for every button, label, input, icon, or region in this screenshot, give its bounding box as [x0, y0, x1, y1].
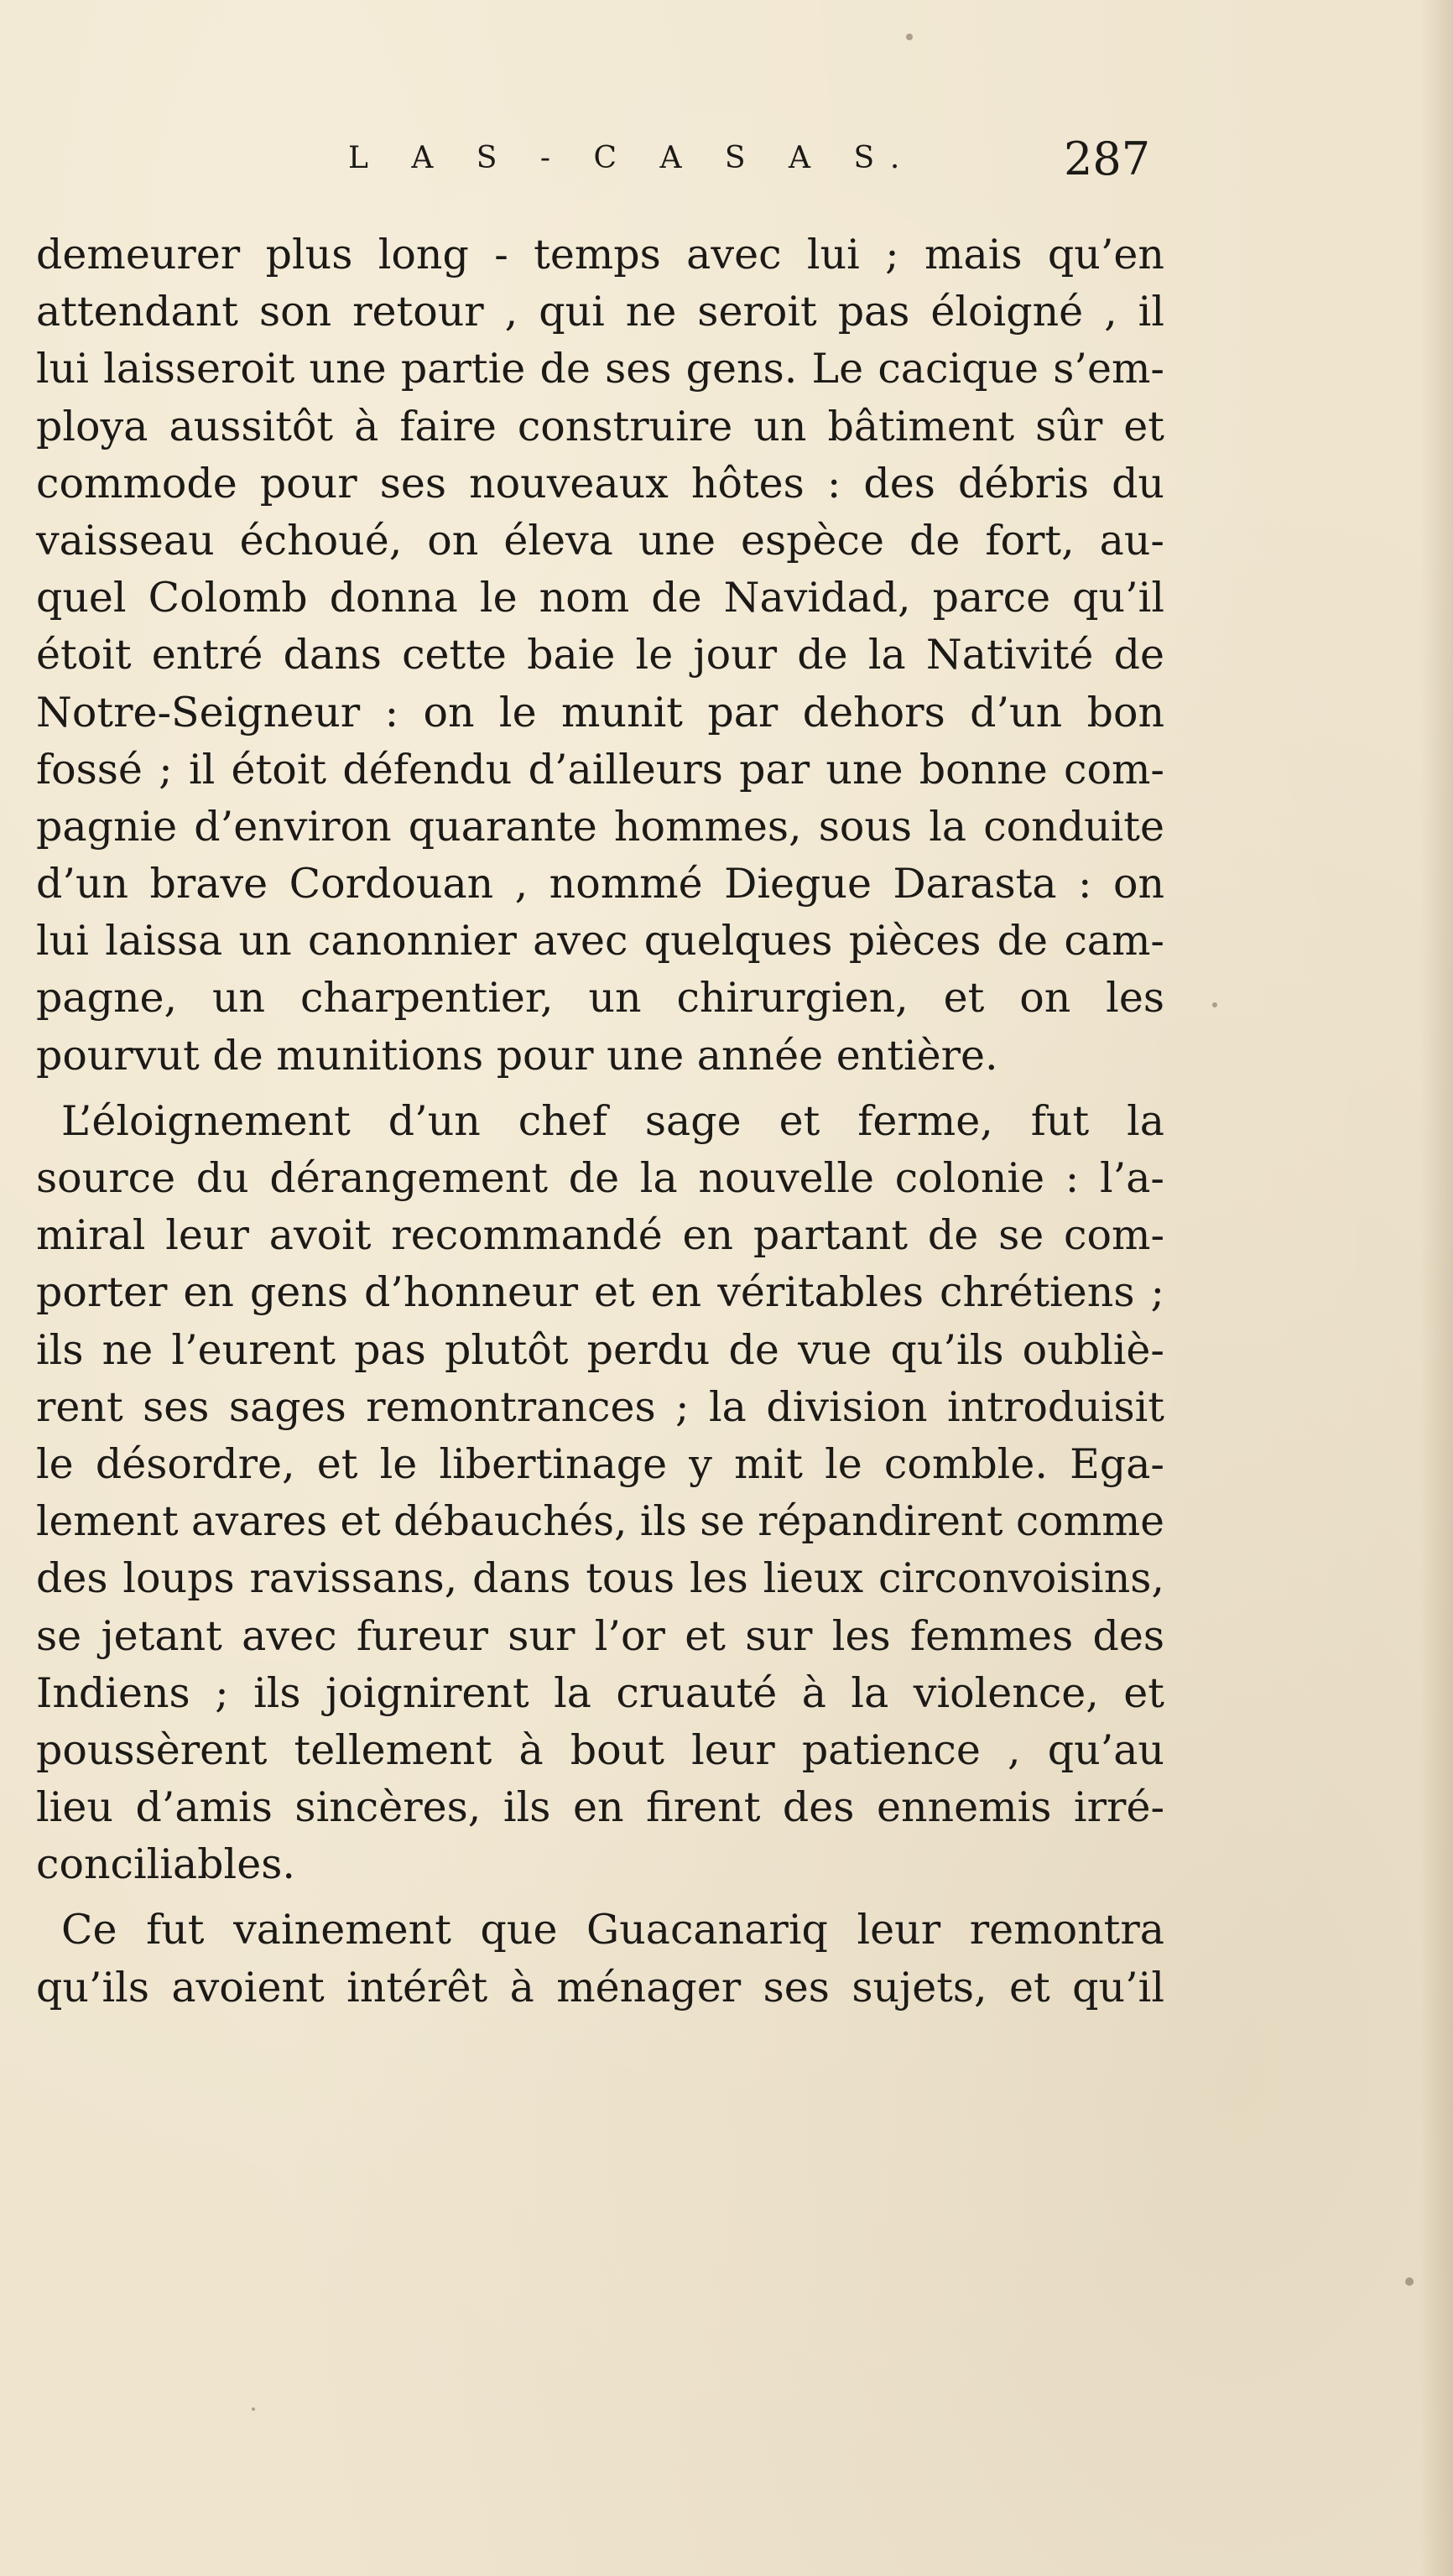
running-title: L A S - C A S A S.	[348, 141, 917, 175]
running-head	[0, 133, 1453, 191]
text-line: rent ses sages remontrances ; la division introduisit	[36, 1382, 1164, 1431]
text-line: pagnie d’environ quarante hommes, sous la conduite	[36, 802, 1164, 851]
text-line: se jetant avec fureur sur l’or et sur les femmes des	[36, 1611, 1164, 1660]
text-line: lui laisseroit une partie de ses gens. Le cacique s’em-	[36, 345, 1164, 393]
text-line: commode pour ses nouveaux hôtes : des débris du	[36, 459, 1164, 507]
text-line: source du dérangement de la nouvelle colonie : l’a-	[36, 1154, 1164, 1202]
page-edge-shadow	[1419, 0, 1453, 2576]
page-number: 287	[1064, 133, 1151, 185]
text-line: fossé ; il étoit défendu d’ailleurs par une bonne com-	[36, 745, 1164, 794]
text-line: lui laissa un canonnier avec quelques pièces de cam-	[36, 917, 1164, 965]
text-line: pourvut de munitions pour une année entière.	[36, 1031, 998, 1080]
text-line: L’éloignement d’un chef sage et ferme, fut la	[61, 1096, 1164, 1145]
paper-speck	[906, 34, 913, 40]
text-line: ploya aussitôt à faire construire un bâtiment sûr et	[36, 402, 1164, 450]
text-line: poussèrent tellement à bout leur patience , qu’au	[36, 1725, 1164, 1774]
text-line: porter en gens d’honneur et en véritables chrétiens ;	[36, 1268, 1164, 1317]
paragraph-2	[36, 1093, 1164, 1894]
text-line: Indiens ; ils joignirent la cruauté à la violence, et	[36, 1668, 1164, 1717]
text-line: qu’ils avoient intérêt à ménager ses sujets, et qu’il	[36, 1963, 1164, 2011]
paragraph-1	[36, 226, 1164, 1085]
paragraph-gap	[36, 1893, 1164, 1902]
text-line: attendant son retour , qui ne seroit pas éloigné , il	[36, 288, 1164, 336]
text-line: Ce fut vainement que Guacanariq leur remontra	[61, 1906, 1164, 1954]
paragraph-gap	[36, 1085, 1164, 1093]
text-line: lement avares et débauchés, ils se répandirent comme	[36, 1498, 1164, 1546]
text-line: Notre-Seigneur : on le munit par dehors d’un bon	[36, 688, 1164, 736]
paragraph-3	[36, 1902, 1164, 2016]
text-line: vaisseau échoué, on éleva une espèce de fort, au-	[36, 516, 1164, 565]
paper-speck	[252, 2407, 255, 2411]
text-line: étoit entré dans cette baie le jour de la Nativité de	[36, 631, 1164, 679]
text-line: ils ne l’eurent pas plutôt perdu de vue qu’ils oubliè-	[36, 1325, 1164, 1374]
text-line: lieu d’amis sincères, ils en firent des ennemis irré-	[36, 1783, 1164, 1832]
text-line: pagne, un charpentier, un chirurgien, et on les	[36, 974, 1164, 1023]
text-line: conciliables.	[36, 1840, 295, 1889]
text-line: quel Colomb donna le nom de Navidad, parce qu’il	[36, 574, 1164, 622]
paper-speck	[1405, 2277, 1414, 2286]
text-line: demeurer plus long - temps avec lui ; mais qu’en	[36, 231, 1164, 278]
text-line: le désordre, et le libertinage y mit le comble. Ega-	[36, 1439, 1164, 1488]
paper-speck	[1212, 1002, 1217, 1007]
text-line: des loups ravissans, dans tous les lieux circonvoisins,	[36, 1554, 1164, 1603]
body-text	[36, 226, 1164, 2017]
text-line: d’un brave Cordouan , nommé Diegue Darasta : on	[36, 860, 1164, 908]
text-line: miral leur avoit recommandé en partant de se com-	[36, 1211, 1164, 1260]
